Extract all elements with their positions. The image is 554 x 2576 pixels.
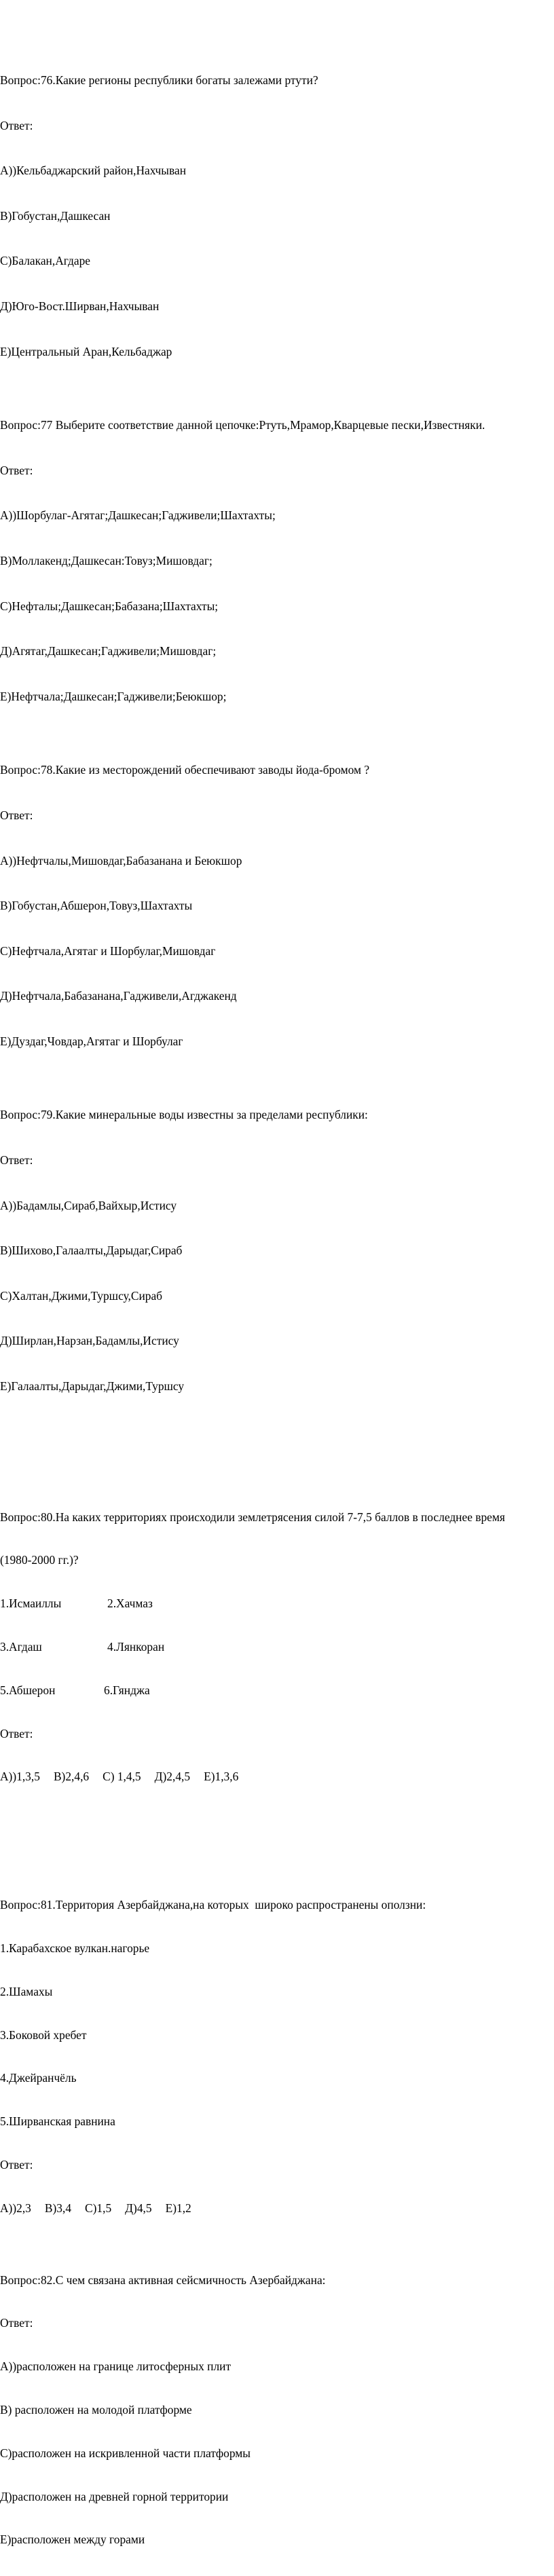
option-d: Д)Ширлан,Нарзан,Бадамлы,Истису bbox=[0, 1334, 179, 1348]
item-row bbox=[0, 1597, 550, 1611]
answer-e: Е)1,3,6 bbox=[204, 1770, 239, 1784]
option-a: А))Бадамлы,Сираб,Вайхыр,Истису bbox=[0, 1198, 177, 1212]
answer-b: В)3,4 bbox=[44, 2201, 72, 2215]
option-b: В)Гобустан,Дашкесан bbox=[0, 208, 111, 223]
option-a: А))Шорбулаг-Агятаг;Дашкесан;Гадживели;Шахтахты; bbox=[0, 508, 276, 523]
item: 3.Боковой хребет bbox=[0, 2028, 87, 2042]
option-b: В)Шихово,Галаалты,Дарыдаг,Сираб bbox=[0, 1244, 183, 1258]
answer-d: Д)2,4,5 bbox=[154, 1770, 191, 1784]
item-row bbox=[0, 1683, 550, 1698]
option-c: С)Нефталы;Дашкесан;Бабазана;Шахтахты; bbox=[0, 599, 219, 613]
question-76: Вопрос:76.Какие регионы республики богаты залежами ртути? bbox=[0, 73, 318, 87]
option-c: С)Балакан,Агдаре bbox=[0, 254, 91, 268]
option-c: С)расположен на искривленной части платформы bbox=[0, 2446, 251, 2460]
item: 5.Ширванская равнина bbox=[0, 2114, 115, 2129]
option-c: С)Халтан,Джими,Туршсу,Сираб bbox=[0, 1288, 163, 1303]
answer-b: В)2,4,6 bbox=[53, 1770, 90, 1784]
answer-c: С) 1,4,5 bbox=[103, 1770, 141, 1784]
option-a: А))Нефтчалы,Мишовдаг,Бабазанана и Беюкшор bbox=[0, 853, 242, 867]
answer-label: Ответ: bbox=[0, 2316, 33, 2330]
question-78: Вопрос:78.Какие из месторождений обеспечивают заводы йода-бромом ? bbox=[0, 763, 370, 777]
item: 4.Джейранчёль bbox=[0, 2071, 77, 2085]
option-b: В) расположен на молодой платформе bbox=[0, 2402, 192, 2416]
option-e: Е)Нефтчала;Дашкесан;Гадживели;Беюкшор; bbox=[0, 689, 227, 703]
question-80-line2: (1980-2000 гг.)? bbox=[0, 1553, 79, 1567]
answer-label: Ответ: bbox=[0, 2157, 33, 2171]
item: 2.Шамахы bbox=[0, 1984, 53, 1998]
question-77: Вопрос:77 Выберите соответствие данной цепочке:Ртуть,Мрамор,Кварцевые пески,Известняки. bbox=[0, 418, 485, 432]
answer-label: Ответ: bbox=[0, 808, 33, 822]
question-79: Вопрос:79.Какие минеральные воды известны за пределами республики: bbox=[0, 1108, 368, 1122]
answer-label: Ответ: bbox=[0, 463, 33, 477]
answer-label: Ответ: bbox=[0, 118, 33, 132]
option-b: В)Гобустан,Абшерон,Товуз,Шахтахты bbox=[0, 899, 193, 913]
option-d: Д)Агятаг,Дашкесан;Гадживели;Мишовдаг; bbox=[0, 644, 217, 658]
option-b: В)Моллакенд;Дашкесан:Товуз;Мишовдаг; bbox=[0, 553, 213, 567]
item: 3.Агдаш bbox=[0, 1640, 42, 1654]
option-e: Е)Дуздаг,Човдар,Агятаг и Шорбулаг bbox=[0, 1034, 183, 1048]
item-row bbox=[0, 1640, 550, 1655]
question-82: Вопрос:82.С чем связана активная сейсмичность Азербайджана: bbox=[0, 2273, 326, 2287]
item: 2.Хачмаз bbox=[107, 1597, 153, 1611]
answer-label: Ответ: bbox=[0, 1153, 33, 1168]
document-page bbox=[0, 15, 550, 2576]
option-e: Е)Центральный Аран,Кельбаджар bbox=[0, 344, 172, 358]
answer-label: Ответ: bbox=[0, 1726, 33, 1740]
item: 1.Исмаиллы bbox=[0, 1597, 62, 1611]
item: 5.Абшерон bbox=[0, 1683, 56, 1697]
answer-a: А))1,3,5 bbox=[0, 1770, 40, 1784]
option-e: Е)расположен между горами bbox=[0, 2533, 145, 2547]
option-d: Д)Нефтчала,Бабазанана,Гадживели,Агджакенд bbox=[0, 989, 237, 1003]
option-a: А))расположен на границе литосферных плит bbox=[0, 2359, 232, 2374]
paragraph-gap bbox=[0, 1438, 550, 1453]
answer-d: Д)4,5 bbox=[125, 2201, 152, 2215]
option-a: А))Кельбаджарский район,Нахчыван bbox=[0, 164, 186, 178]
question-80-line1: Вопрос:80.На каких территориях происходили землетрясения силой 7-7,5 баллов в последнее время bbox=[0, 1510, 505, 1524]
answer-e: Е)1,2 bbox=[165, 2201, 191, 2215]
item: 4.Лянкоран bbox=[107, 1640, 165, 1654]
option-d: Д)Юго-Вост.Ширван,Нахчыван bbox=[0, 299, 160, 313]
item: 1.Карабахское вулкан.нагорье bbox=[0, 1941, 150, 1955]
paragraph-gap bbox=[0, 1827, 550, 1841]
answer-c: С)1,5 bbox=[85, 2201, 112, 2215]
answer-a: А))2,3 bbox=[0, 2201, 31, 2215]
answer-row bbox=[0, 2201, 550, 2216]
option-e: Е)Галаалты,Дарыдаг,Джими,Туршсу bbox=[0, 1379, 185, 1394]
answer-row bbox=[0, 1770, 550, 1785]
option-d: Д)расположен на древней горной территории bbox=[0, 2489, 229, 2503]
question-81: Вопрос:81.Территория Азербайджана,на которых широко распространены оползни: bbox=[0, 1898, 426, 1912]
item: 6.Гянджа bbox=[104, 1683, 150, 1697]
option-c: С)Нефтчала,Агятаг и Шорбулаг,Мишовдаг bbox=[0, 944, 216, 958]
